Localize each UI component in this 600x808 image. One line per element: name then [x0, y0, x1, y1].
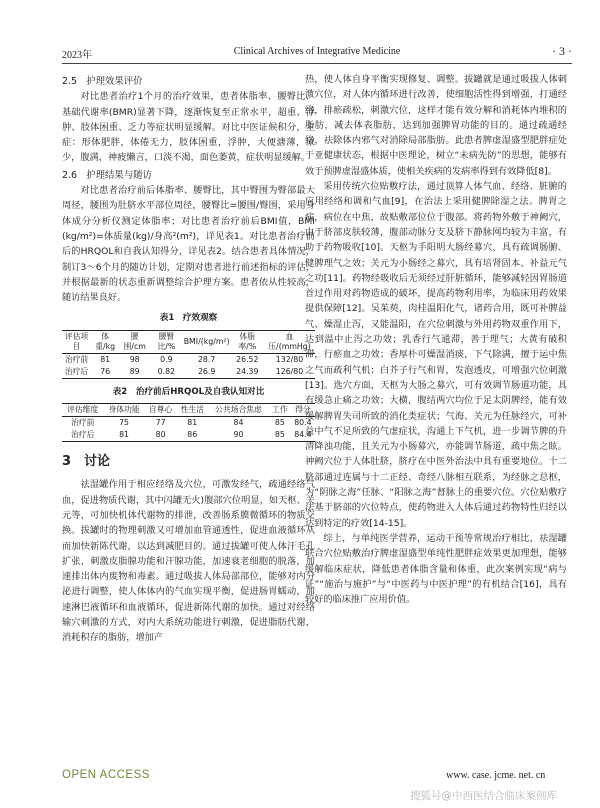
table2-cell: 81: [187, 418, 198, 428]
table2-cell: 84.4: [291, 429, 315, 442]
table1-cell: 26.9: [183, 366, 231, 379]
open-access-label: OPEN ACCESS: [62, 769, 150, 781]
table2-caption: 表2 治疗前后HRQOL及自我认知对比: [112, 386, 265, 397]
section-2-5-heading: 2.5 护理效果评价: [62, 76, 143, 87]
running-header: [62, 44, 572, 62]
table1-cell: 132/80: [275, 354, 304, 364]
table2-cell: 86: [176, 429, 208, 442]
table1-cell: 0.9: [160, 354, 173, 364]
section-2-5-paragraph: 对比患者治疗1个月的治疗效果，患者体脂率、腰臀比、基础代谢率(BMR)显著下降，逐渐恢复至正常水平，超重、浮肿、肢体困重、乏力等症状明显缓解。对比中医证候积分，主症：形体肥胖，体倦无力，肢体困重，浮肿，大便溏薄，尿少，腹满，神疲懒言，口淡不渴，面色萎黄，症状明显缓解。: [62, 91, 315, 164]
table1-caption: 表1 疗效观察: [159, 313, 218, 324]
table1-header-cell: 血压/(mmHg): [264, 330, 315, 353]
table1-cell: 24.39: [231, 366, 264, 379]
acupoint-application-paragraph: 采用传统穴位贴敷疗法，通过顶算人体气血、经络、脏腑的应用经络和调和气血[9]，在治法上采用健脾除湿之法。脾胃之病，病位在中焦，故贴敷部位位于腹部。将药物外敷于神阙穴，由于脐部皮肤较薄，腹部动脉分支及脐下静脉网均较为丰富，有助于药物吸收[10]。天枢为手阳明大肠经募穴，具有疏调肠腑、健脾理气之效；关元为小肠经之募穴，具有培肾固本、补益元气之功[11]。药物经吸收后无须经过肝脏循环，能够减轻因胃肠道首过作用对药物造成的破坏，提高药物利用率，为临床用药效果提供保障[12]。吴茱萸，肉桂温阳化气，诸药合用，既可补脾益气、燥湿止泻，又能温阳，在穴位刺激与外用药物双重作用下，达到温中止泻之功效；乳香行气通滞，善于理气；大黄有破积滞，行瘀血之功效；香厚朴可燥湿消痰，下气除满，擅于运中焦之气而疏利气机；白芥子行气和胃，发泡透皮，可增强穴位刺激[13]。选穴方面，天枢为大肠之募穴，可有效调节肠道功能，具有缓急止痛之功效；大横，腹结两穴均位于足太阴脾经，能有效缓解脾胃失司所致的消化类症状；气海、关元为任脉经穴，可补益中气不足所致的气虚症状，沟通上下气机，进一步调节脾的升清降浊功能，且关元为小肠募穴，亦能调节肠道，疏中焦之眩。神阙穴位于人体肚脐，脐疗在中医外治法中具有重要地位。十二脐部通过连属与十二正经、奇经八脉相互联系，为经脉之总枢，为“阴脉之海”任脉、“阳脉之海”督脉上的重要穴位。穴位贴敷疗法基于脐部的穴位特点，使药物进入人体后通过药物特性归经以达到特定的疗效[14-15]。: [305, 181, 567, 529]
table1-header-cell: 体重/kg: [91, 330, 119, 353]
table2-cell: 治疗后: [62, 429, 103, 442]
journal-url[interactable]: www. case. jcme. net. cn: [446, 770, 546, 781]
section-3-paragraph: 祛湿罐作用于相应经络及穴位，可激发经气，疏通经络气血，促进物质代谢，其中闪罐无火)腹部穴位明显，如天枢、关元等，可加快机体代谢物的排泄，改善肠系膜微循环的物质交换。拔罐时的物理刺激又可增加血管通透性，促进血液循环从而加快新陈代谢，以达到减肥目的。通过拔罐可使人体汗毛孔扩张，刺激皮脂腺功能和汗腺功能，加速衰老细胞的脱落，加速排出体内废物和毒素。通过吸拔人体局部部位，能够对内分泌进行调整，使人体体内的气血实现平衡，促进肠胃蠕动，加速淋巴液循环和血液循环，促进新陈代谢的加快。通过对经络输穴刺激的方式，对内大系统功能进行刺激，促进脂肪代谢，消耗积存的脂肪，增加产: [62, 479, 315, 644]
table1-header-cell: 体脂率/%: [231, 330, 264, 353]
table2-header-cell: 工作: [269, 404, 291, 417]
table-row: [62, 417, 315, 430]
table1-cell: 治疗前: [64, 354, 89, 364]
table1: [62, 330, 315, 379]
table2-cell: 85: [269, 429, 291, 442]
table1-header-cell: BMI/(kg/m²): [183, 330, 231, 353]
table2-header-cell: 自尊心: [145, 404, 177, 417]
header-rule: [62, 63, 572, 64]
discussion-continued-paragraph: 热，使人体自身平衡实现修复、调整。拔罐就是通过吸拔人体刺激穴位，对人体内循环进行改善，使细胞活性得到增强，打通经络，排瘀疏松，刺激穴位，这样才能有效分解和消耗体内堆积的脂肪，减去体表脂肪，达到加强脾胃功能的目的。通过疏通经络，祛除体内邪气对消除局部脂肪。此患者脾虚湿盛型肥胖症处于亚健康状态，根据中医理论，树立“未病先防”的思想，能够有效于预脾虚湿盛体质，使相关疾病的发病率得到有效降低[8]。: [305, 74, 567, 177]
conclusion-paragraph: 综上，与单纯医学营养，运动干预等常规治疗相比，祛湿罐联合穴位贴敷治疗脾虚湿盛型单纯性肥胖症效果更加理想，能够缓解临床症状，降低患者体脂含量和体重，此次案例实现“病与证”“施治与施护”与“中医药与中医护理”的有机结合[16]，具有较好的临床推广应用价值。: [305, 532, 567, 606]
right-column: [305, 72, 567, 607]
table-row: [62, 353, 315, 366]
section-3-heading: 3 讨论: [62, 454, 111, 470]
table2-cell: 90: [208, 429, 269, 442]
table2-cell: 治疗前: [70, 418, 95, 428]
table1-cell: 26.52: [236, 354, 259, 364]
table1-header-cell: 腰臀比/%: [150, 330, 183, 353]
table1-header-cell: 评估项目: [62, 330, 91, 353]
table1-cell: 治疗后: [62, 366, 91, 379]
table1-cell: 0.82: [150, 366, 183, 379]
table1-header-cell: 腰围/cm: [119, 330, 150, 353]
table2-cell: 84: [233, 418, 244, 428]
table1-cell: 76: [91, 366, 119, 379]
table2-header-cell: 性生活: [176, 404, 208, 417]
table2-cell: 81: [103, 429, 144, 442]
watermark-text: 搜狐号@中西医结合临床案例库: [410, 790, 557, 802]
table1-cell: 28.7: [197, 354, 216, 364]
table-row: [62, 429, 315, 442]
table2-cell: 77: [155, 418, 166, 428]
header-journal: Clinical Archives of Integrative Medicine: [233, 46, 401, 57]
table2-cell: 80.4: [294, 418, 312, 428]
table2: [62, 403, 315, 442]
table2-header-cell: 评估维度: [62, 404, 103, 417]
section-2-6-paragraph: 对比患者治疗前后体脂率、腰臀比，其中臀围为臀部最大周径，腰围为肚脐水平部位周径，腰臀比=腰围/臀围，采用身体成分分析仪测定体脂率；对比患者治疗前后BMI值，BMI (kg/m²)=体质量(kg)/身高²(m²)，详见表1。对比患者治疗前后的HRQOL和自我认知得分，详见表2。结合患者具体情况，制订3～6个月的随访计划，定期对患者进行前述指标的评估，并根据最新的状态重新调整综合护理方案。患者依从性较高，随访结果良好。: [62, 185, 315, 304]
table2-header-cell: 公共场合焦虑: [208, 404, 269, 417]
table2-cell: 75: [119, 418, 130, 428]
table1-cell: 81: [100, 354, 111, 364]
table2-cell: 80: [145, 429, 177, 442]
table1-cell: 89: [119, 366, 150, 379]
table-row: [62, 366, 315, 379]
table2-header-cell: 身体功能: [103, 404, 144, 417]
header-page-number: · 3 ·: [552, 44, 572, 58]
section-2-6-heading: 2.6 护理结果与随访: [62, 169, 152, 181]
header-year: 2023年: [62, 50, 92, 61]
table2-header-cell: 得分: [291, 404, 315, 417]
table1-cell: 98: [129, 354, 140, 364]
table1-header-row: [62, 330, 315, 353]
table2-header-row: [62, 404, 315, 417]
table1-cell: 126/80: [264, 366, 315, 379]
table2-cell: 85: [274, 418, 285, 428]
left-column: [62, 72, 315, 646]
